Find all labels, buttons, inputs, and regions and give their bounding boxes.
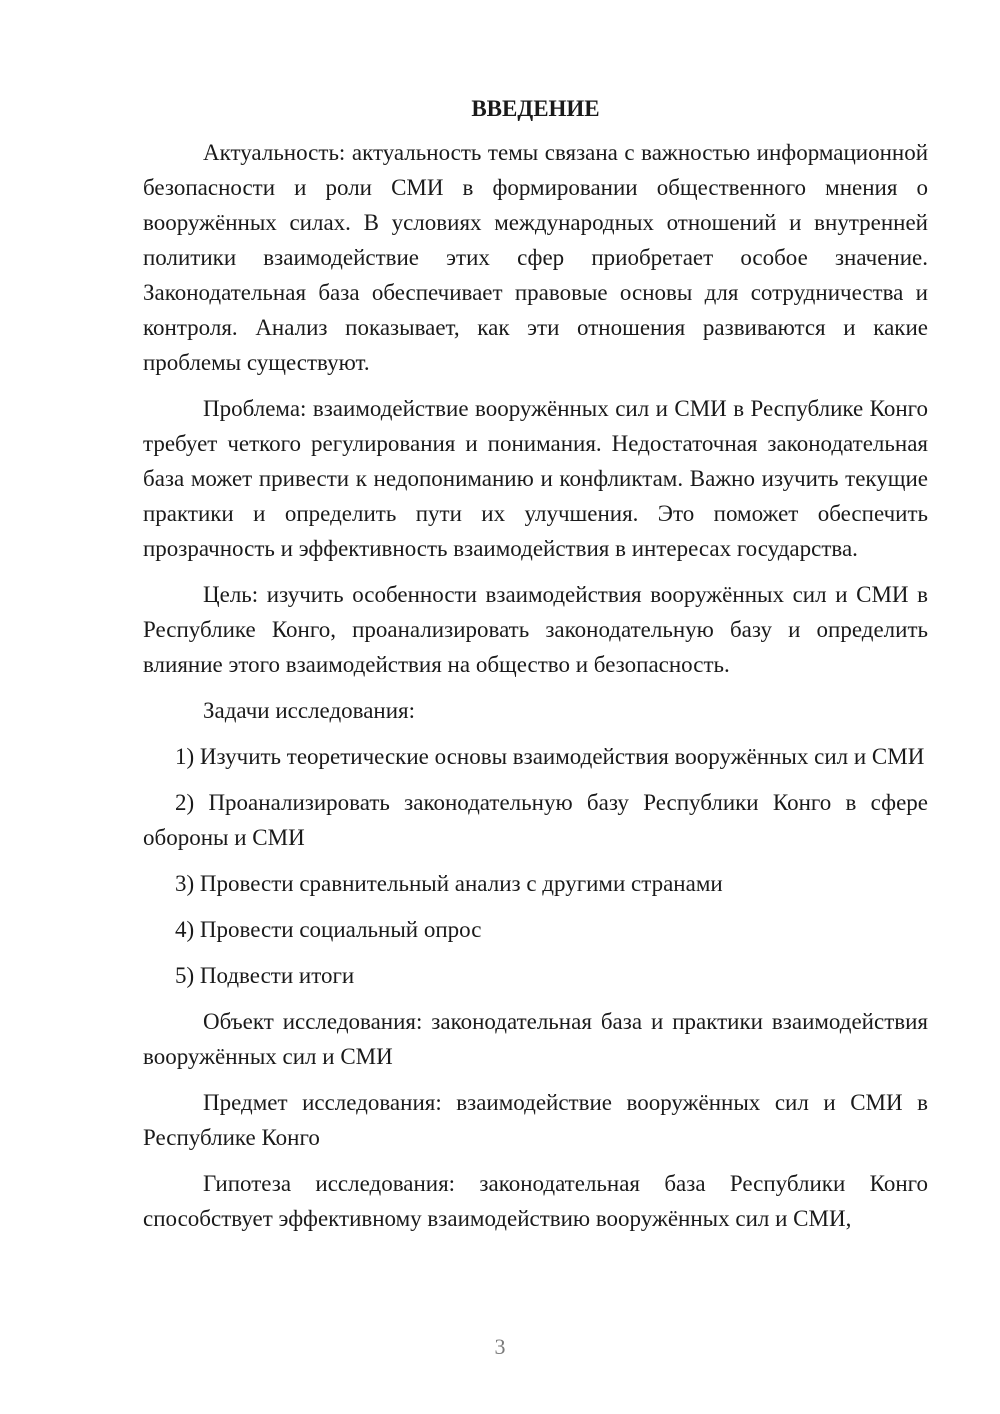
page-number: 3 xyxy=(494,1334,506,1359)
document-page xyxy=(143,92,928,1247)
paragraph-object: Объект исследования: законодательная база и практики взаимодействия вооружённых сил и СМИ xyxy=(143,1009,928,1069)
task-item-4: 4) Провести социальный опрос xyxy=(175,917,482,942)
task-item-1: 1) Изучить теоретические основы взаимодействия вооружённых сил и СМИ xyxy=(175,744,925,769)
paragraph-hypothesis: Гипотеза исследования: законодательная база Республики Конго способствует эффективному взаимодействию вооружённых сил и СМИ, xyxy=(143,1171,928,1231)
paragraph-relevance: Актуальность: актуальность темы связана с важностью информационной безопасности и роли СМИ в формировании общественного мнения о вооружённых силах. В условиях международных отношений и внутренней политики взаимодействие этих сфер приобретает особое значение. Законодательная база обеспечивает правовые основы для сотрудничества и контроля. Анализ показывает, как эти отношения развиваются и какие проблемы существуют. xyxy=(143,140,928,375)
task-item-3: 3) Провести сравнительный анализ с другими странами xyxy=(175,871,723,896)
paragraph-subject: Предмет исследования: взаимодействие вооружённых сил и СМИ в Республике Конго xyxy=(143,1090,928,1150)
section-title: ВВЕДЕНИЕ xyxy=(471,96,600,121)
paragraph-problem: Проблема: взаимодействие вооружённых сил и СМИ в Республике Конго требует четкого регулирования и понимания. Недостаточная законодательная база может привести к недопониманию и конфликтам. Важно изучить текущие практики и определить пути их улучшения. Это поможет обеспечить прозрачность и эффективность взаимодействия в интересах государства. xyxy=(143,396,928,561)
paragraph-tasks-heading: Задачи исследования: xyxy=(203,698,416,723)
paragraph-goal: Цель: изучить особенности взаимодействия вооружённых сил и СМИ в Республике Конго, проанализировать законодательную базу и определить влияние этого взаимодействия на общество и безопасность. xyxy=(143,582,928,677)
task-item-5: 5) Подвести итоги xyxy=(175,963,355,988)
task-item-2: 2) Проанализировать законодательную базу Республики Конго в сфере обороны и СМИ xyxy=(143,790,928,850)
